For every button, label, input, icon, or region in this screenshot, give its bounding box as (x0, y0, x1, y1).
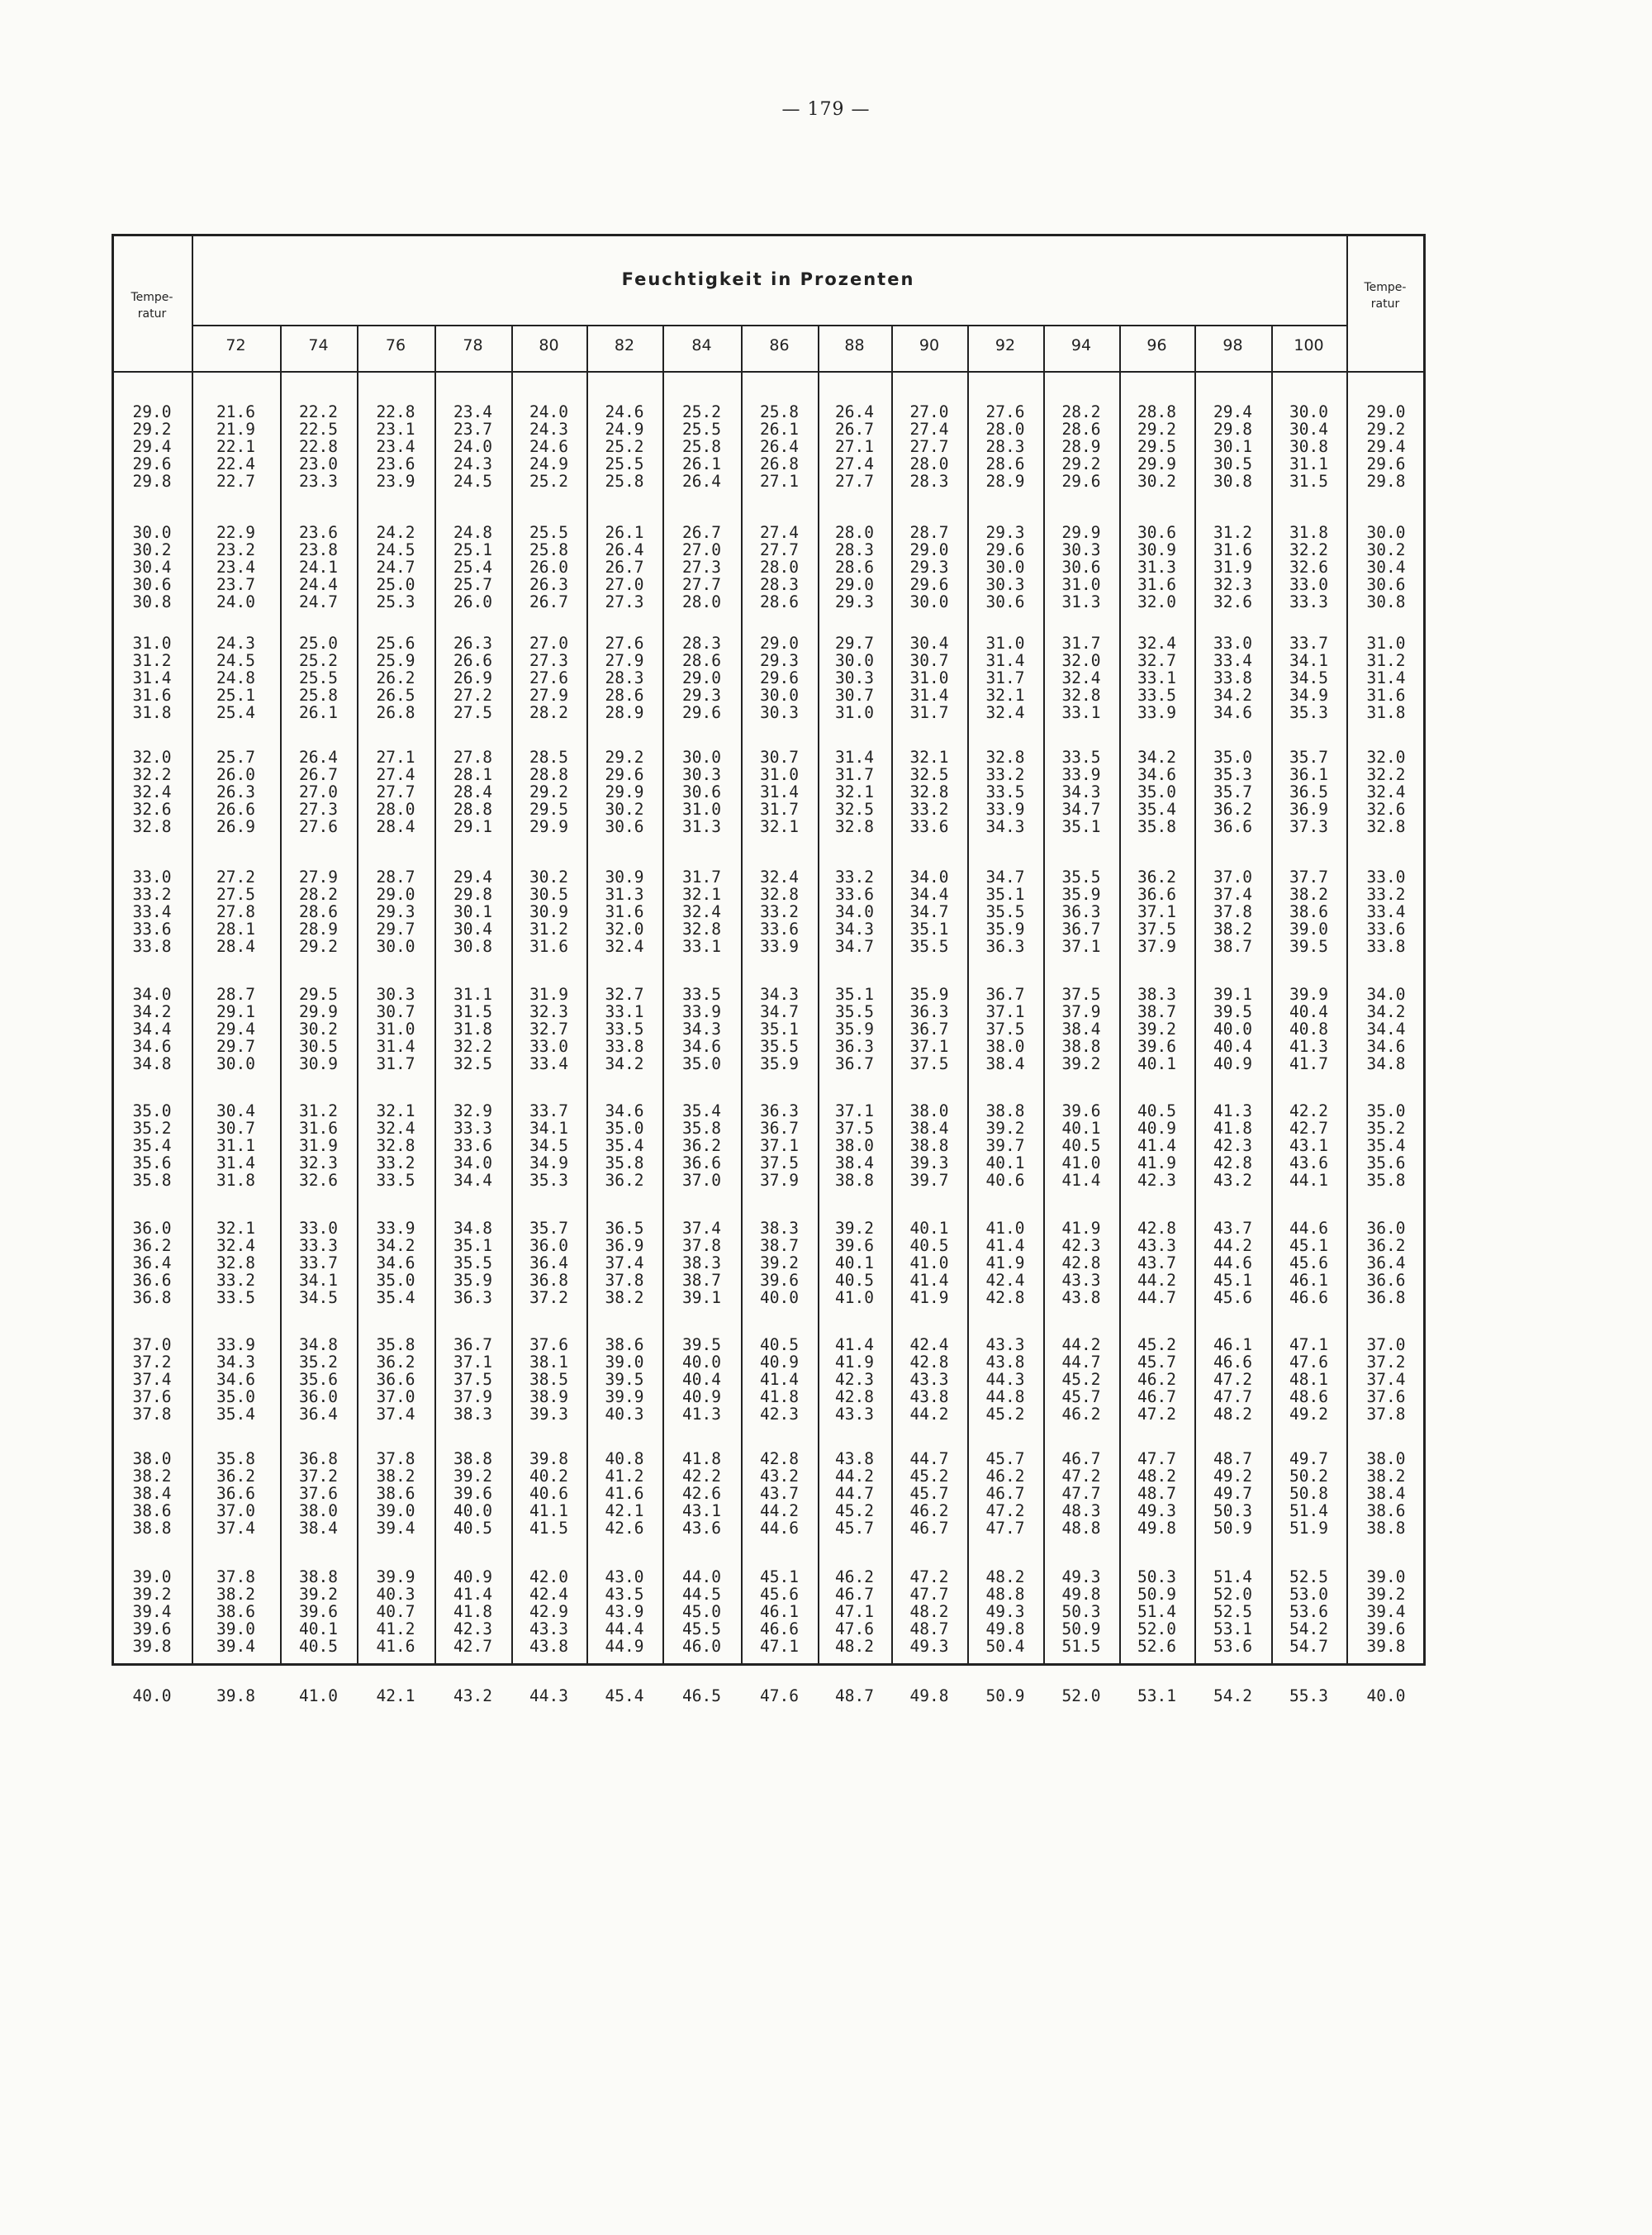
value-cell: 29.5 29.9 30.2 30.5 30.9 (299, 985, 338, 1073)
value-cell: 52.0 (1061, 1686, 1101, 1705)
title: Feuchtigkeit in Prozenten (621, 269, 915, 289)
value-cell: 23.6 23.8 24.1 24.4 24.7 (299, 523, 338, 611)
value-cell: 22.8 23.1 23.4 23.6 23.9 (376, 402, 415, 491)
value-cell: 31.1 31.5 31.8 32.2 32.5 (453, 985, 492, 1073)
value-cell: 22.2 22.5 22.8 23.0 23.3 (299, 402, 338, 491)
value-cell: 21.6 21.9 22.1 22.4 22.7 (216, 402, 255, 491)
value-cell: 27.6 28.0 28.3 28.6 28.9 (985, 402, 1025, 491)
column-header: 86 (769, 336, 790, 354)
value-cell: 44.3 (529, 1686, 568, 1705)
value-cell: 31.8 32.2 32.6 33.0 33.3 (1289, 523, 1328, 611)
column-header: 74 (308, 336, 329, 354)
value-cell: 32.4 32.8 33.2 33.6 33.9 (760, 868, 799, 956)
value-cell: 35.5 35.9 36.3 36.7 37.1 (1061, 868, 1101, 956)
value-cell: 34.7 35.1 35.5 35.9 36.3 (985, 868, 1025, 956)
header-bottom-line (112, 371, 1426, 373)
value-cell: 38.6 39.0 39.5 39.9 40.3 (605, 1335, 644, 1424)
column-header: 72 (225, 336, 246, 354)
value-cell: 27.6 27.9 28.3 28.6 28.9 (605, 634, 644, 722)
value-cell: 37.7 38.2 38.6 39.0 39.5 (1289, 868, 1328, 956)
value-cell: 35.0 35.3 35.7 36.2 36.6 (1213, 748, 1252, 836)
value-cell: 43.3 43.8 44.3 44.8 45.2 (985, 1335, 1025, 1424)
value-cell: 35.8 36.2 36.6 37.0 37.4 (376, 1335, 415, 1424)
column-header: 94 (1070, 336, 1092, 354)
right-temp-header (1348, 279, 1422, 312)
value-cell: 33.5 33.9 34.3 34.7 35.1 (1061, 748, 1101, 836)
value-cell: 38.0 38.4 38.8 39.3 39.7 (909, 1101, 949, 1190)
temperature-cell-right: 30.0 30.2 30.4 30.6 30.8 (1366, 523, 1406, 611)
value-cell: 46.5 (682, 1686, 721, 1705)
value-cell: 38.3 38.7 39.2 39.6 40.1 (1137, 985, 1176, 1073)
value-cell: 31.7 32.0 32.4 32.8 33.1 (1061, 634, 1101, 722)
left-temp-header-line1: Tempe- (131, 291, 173, 304)
value-cell: 46.2 46.7 47.1 47.6 48.2 (835, 1567, 874, 1656)
value-cell: 44.2 44.7 45.2 45.7 46.2 (1061, 1335, 1101, 1424)
value-cell: 38.8 39.2 39.6 40.1 40.5 (299, 1567, 338, 1656)
value-cell: 25.5 25.8 26.0 26.3 26.7 (529, 523, 568, 611)
value-cell: 54.2 (1213, 1686, 1252, 1705)
value-cell: 36.2 36.6 37.1 37.5 37.9 (1137, 868, 1176, 956)
value-cell: 38.8 39.2 39.6 40.0 40.5 (453, 1449, 492, 1538)
value-cell: 40.1 40.5 41.0 41.4 41.9 (909, 1219, 949, 1307)
value-cell: 32.1 32.5 32.8 33.2 33.6 (909, 748, 949, 836)
value-cell: 39.9 40.3 40.7 41.2 41.6 (376, 1567, 415, 1656)
value-cell: 36.5 36.9 37.4 37.8 38.2 (605, 1219, 644, 1307)
temperature-cell-right: 37.0 37.2 37.4 37.6 37.8 (1366, 1335, 1406, 1424)
value-cell: 25.6 25.9 26.2 26.5 26.8 (376, 634, 415, 722)
value-cell: 31.2 31.6 31.9 32.3 32.6 (299, 1101, 338, 1190)
page-number: — 179 — (781, 99, 871, 120)
right-temp-header-line1: Tempe- (1364, 281, 1407, 294)
temperature-cell-left: 37.0 37.2 37.4 37.6 37.8 (132, 1335, 172, 1424)
temperature-cell-left: 34.0 34.2 34.4 34.6 34.8 (132, 985, 172, 1073)
value-cell: 32.9 33.3 33.6 34.0 34.4 (453, 1101, 492, 1190)
column-header: 98 (1222, 336, 1243, 354)
temperature-cell-left: 38.0 38.2 38.4 38.6 38.8 (132, 1449, 172, 1538)
value-cell: 42.1 (376, 1686, 415, 1705)
value-cell: 26.4 26.7 27.0 27.3 27.6 (299, 748, 338, 836)
value-cell: 30.0 30.3 30.6 31.0 31.3 (682, 748, 721, 836)
value-cell: 28.7 29.0 29.3 29.6 30.0 (909, 523, 949, 611)
column-header: 78 (463, 336, 483, 354)
temperature-cell-right: 36.0 36.2 36.4 36.6 36.8 (1366, 1219, 1406, 1307)
value-cell: 44.6 45.1 45.6 46.1 46.6 (1289, 1219, 1328, 1307)
value-cell: 43.8 44.2 44.7 45.2 45.7 (835, 1449, 874, 1538)
value-cell: 31.9 32.3 32.7 33.0 33.4 (529, 985, 568, 1073)
value-cell: 41.9 42.3 42.8 43.3 43.8 (1061, 1219, 1101, 1307)
value-cell: 42.4 42.8 43.3 43.8 44.2 (909, 1335, 949, 1424)
value-cell: 30.0 30.4 30.8 31.1 31.5 (1289, 402, 1328, 491)
value-cell: 40.5 40.9 41.4 41.9 42.3 (1137, 1101, 1176, 1190)
temperature-cell-left: 30.0 30.2 30.4 30.6 30.8 (132, 523, 172, 611)
value-cell: 40.8 41.2 41.6 42.1 42.6 (605, 1449, 644, 1538)
temperature-cell-right: 38.0 38.2 38.4 38.6 38.8 (1366, 1449, 1406, 1538)
value-cell: 42.0 42.4 42.9 43.3 43.8 (529, 1567, 568, 1656)
left-column-divider (192, 234, 193, 1666)
value-cell: 29.2 29.6 29.9 30.2 30.6 (605, 748, 644, 836)
value-cell: 32.7 33.1 33.5 33.8 34.2 (605, 985, 644, 1073)
temperature-cell-left: 29.0 29.2 29.4 29.6 29.8 (132, 402, 172, 491)
value-cell: 48.7 49.2 49.7 50.3 50.9 (1213, 1449, 1252, 1538)
value-cell: 28.7 29.0 29.3 29.7 30.0 (376, 868, 415, 956)
value-cell: 31.7 32.1 32.4 32.8 33.1 (682, 868, 721, 956)
value-cell: 24.6 24.9 25.2 25.5 25.8 (605, 402, 644, 491)
value-cell: 45.2 45.7 46.2 46.7 47.2 (1137, 1335, 1176, 1424)
value-cell: 38.8 39.2 39.7 40.1 40.6 (985, 1101, 1025, 1190)
value-cell: 30.7 31.0 31.4 31.7 32.1 (760, 748, 799, 836)
value-cell: 38.3 38.7 39.2 39.6 40.0 (760, 1219, 799, 1307)
value-cell: 28.2 28.6 28.9 29.2 29.6 (1061, 402, 1101, 491)
value-cell: 34.2 34.6 35.0 35.4 35.8 (1137, 748, 1176, 836)
temperature-cell-left: 40.0 (132, 1686, 172, 1705)
value-cell: 34.3 34.7 35.1 35.5 35.9 (760, 985, 799, 1073)
value-cell: 27.1 27.4 27.7 28.0 28.4 (376, 748, 415, 836)
left-temp-header (116, 289, 188, 322)
value-cell: 35.4 35.8 36.2 36.6 37.0 (682, 1101, 721, 1190)
value-cell: 39.8 (216, 1686, 255, 1705)
value-cell: 32.1 32.4 32.8 33.2 33.5 (216, 1219, 255, 1307)
temperature-cell-right: 29.0 29.2 29.4 29.6 29.8 (1366, 402, 1406, 491)
value-cell: 42.8 43.2 43.7 44.2 44.6 (760, 1449, 799, 1538)
value-cell: 33.7 34.1 34.5 34.9 35.3 (1289, 634, 1328, 722)
column-header: 88 (844, 336, 865, 354)
value-cell: 35.8 36.2 36.6 37.0 37.4 (216, 1449, 255, 1538)
right-temp-header-line2: ratur (1370, 297, 1400, 311)
temperature-cell-left: 33.0 33.2 33.4 33.6 33.8 (132, 868, 172, 956)
value-cell: 39.1 39.5 40.0 40.4 40.9 (1213, 985, 1252, 1073)
value-cell: 34.0 34.4 34.7 35.1 35.5 (909, 868, 949, 956)
value-cell: 32.8 33.2 33.5 33.9 34.3 (985, 748, 1025, 836)
value-cell: 32.1 32.4 32.8 33.2 33.5 (376, 1101, 415, 1190)
value-cell: 33.9 34.3 34.6 35.0 35.4 (216, 1335, 255, 1424)
value-cell: 27.4 27.7 28.0 28.3 28.6 (760, 523, 799, 611)
value-cell: 26.3 26.6 26.9 27.2 27.5 (453, 634, 492, 722)
value-cell: 34.8 35.1 35.5 35.9 36.3 (453, 1219, 492, 1307)
value-cell: 26.1 26.4 26.7 27.0 27.3 (605, 523, 644, 611)
value-cell: 47.2 47.7 48.2 48.7 49.3 (909, 1567, 949, 1656)
value-cell: 39.6 40.1 40.5 41.0 41.4 (1061, 1101, 1101, 1190)
value-cell: 39.5 40.0 40.4 40.9 41.3 (682, 1335, 721, 1424)
value-cell: 41.3 41.8 42.3 42.8 43.2 (1213, 1101, 1252, 1190)
temperature-cell-right: 39.0 39.2 39.4 39.6 39.8 (1366, 1567, 1406, 1656)
value-cell: 29.0 29.3 29.6 30.0 30.3 (760, 634, 799, 722)
value-cell: 43.0 43.5 43.9 44.4 44.9 (605, 1567, 644, 1656)
temperature-cell-left: 35.0 35.2 35.4 35.6 35.8 (132, 1101, 172, 1190)
value-cell: 33.0 33.4 33.8 34.2 34.6 (1213, 634, 1252, 722)
temperature-cell-right: 32.0 32.2 32.4 32.6 32.8 (1366, 748, 1406, 836)
value-cell: 40.9 41.4 41.8 42.3 42.7 (453, 1567, 492, 1656)
value-cell: 33.0 33.3 33.7 34.1 34.5 (299, 1219, 338, 1307)
value-cell: 26.7 27.0 27.3 27.7 28.0 (682, 523, 721, 611)
value-cell: 28.8 29.2 29.5 29.9 30.2 (1137, 402, 1176, 491)
value-cell: 39.9 40.4 40.8 41.3 41.7 (1289, 985, 1328, 1073)
value-cell: 45.1 45.6 46.1 46.6 47.1 (760, 1567, 799, 1656)
value-cell: 25.8 26.1 26.4 26.8 27.1 (760, 402, 799, 491)
value-cell: 44.7 45.2 45.7 46.2 46.7 (909, 1449, 949, 1538)
value-cell: 28.7 29.1 29.4 29.7 30.0 (216, 985, 255, 1073)
value-cell: 37.1 37.5 38.0 38.4 38.8 (835, 1101, 874, 1190)
value-cell: 43.7 44.2 44.6 45.1 45.6 (1213, 1219, 1252, 1307)
value-cell: 42.2 42.7 43.1 43.6 44.1 (1289, 1101, 1328, 1190)
value-cell: 33.2 33.6 34.0 34.3 34.7 (835, 868, 874, 956)
temperature-cell-left: 36.0 36.2 36.4 36.6 36.8 (132, 1219, 172, 1307)
value-cell: 32.4 32.7 33.1 33.5 33.9 (1137, 634, 1176, 722)
value-cell: 50.9 (985, 1686, 1025, 1705)
column-header: 96 (1146, 336, 1167, 354)
value-cell: 30.6 30.9 31.3 31.6 32.0 (1137, 523, 1176, 611)
value-cell: 27.8 28.1 28.4 28.8 29.1 (453, 748, 492, 836)
value-cell: 33.5 33.9 34.3 34.6 35.0 (682, 985, 721, 1073)
value-cell: 36.3 36.7 37.1 37.5 37.9 (760, 1101, 799, 1190)
column-header: 100 (1294, 336, 1324, 354)
value-cell: 36.7 37.1 37.5 37.9 38.3 (453, 1335, 492, 1424)
subheader-top-line (192, 325, 1346, 326)
temperature-cell-right: 33.0 33.2 33.4 33.6 33.8 (1366, 868, 1406, 956)
value-cell: 31.2 31.6 31.9 32.3 32.6 (1213, 523, 1252, 611)
value-cell: 40.5 40.9 41.4 41.8 42.3 (760, 1335, 799, 1424)
value-cell: 27.0 27.3 27.6 27.9 28.2 (529, 634, 568, 722)
value-cell: 28.3 28.6 29.0 29.3 29.6 (682, 634, 721, 722)
value-cell: 37.0 37.4 37.8 38.2 38.7 (1213, 868, 1252, 956)
value-cell: 39.2 39.6 40.1 40.5 41.0 (835, 1219, 874, 1307)
value-cell: 49.7 50.2 50.8 51.4 51.9 (1289, 1449, 1328, 1538)
temperature-cell-left: 31.0 31.2 31.4 31.6 31.8 (132, 634, 172, 722)
value-cell: 37.5 37.9 38.4 38.8 39.2 (1061, 985, 1101, 1073)
value-cell: 48.2 48.8 49.3 49.8 50.4 (985, 1567, 1025, 1656)
value-cell: 47.6 (760, 1686, 799, 1705)
value-cell: 43.2 (453, 1686, 492, 1705)
value-cell: 24.8 25.1 25.4 25.7 26.0 (453, 523, 492, 611)
value-cell: 28.0 28.3 28.6 29.0 29.3 (835, 523, 874, 611)
value-cell: 27.2 27.5 27.8 28.1 28.4 (216, 868, 255, 956)
value-cell: 26.4 26.7 27.1 27.4 27.7 (835, 402, 874, 491)
column-header: 76 (385, 336, 406, 354)
value-cell: 53.1 (1137, 1686, 1176, 1705)
value-cell: 41.8 42.2 42.6 43.1 43.6 (682, 1449, 721, 1538)
value-cell: 49.8 (909, 1686, 949, 1705)
value-cell: 36.8 37.2 37.6 38.0 38.4 (299, 1449, 338, 1538)
temperature-cell-right: 40.0 (1366, 1686, 1406, 1705)
value-cell: 30.4 30.7 31.0 31.4 31.7 (909, 634, 949, 722)
column-header: 92 (995, 336, 1016, 354)
value-cell: 47.1 47.6 48.1 48.6 49.2 (1289, 1335, 1328, 1424)
value-cell: 46.7 47.2 47.7 48.3 48.8 (1061, 1449, 1101, 1538)
column-header: 82 (614, 336, 635, 354)
value-cell: 31.4 31.7 32.1 32.5 32.8 (835, 748, 874, 836)
value-cell: 30.9 31.3 31.6 32.0 32.4 (605, 868, 644, 956)
value-cell: 36.7 37.1 37.5 38.0 38.4 (985, 985, 1025, 1073)
value-cell: 29.4 29.8 30.1 30.5 30.8 (1213, 402, 1252, 491)
value-cell: 47.7 48.2 48.7 49.3 49.8 (1137, 1449, 1176, 1538)
value-cell: 28.5 28.8 29.2 29.5 29.9 (529, 748, 568, 836)
value-cell: 37.8 38.2 38.6 39.0 39.4 (216, 1567, 255, 1656)
value-cell: 24.0 24.3 24.6 24.9 25.2 (529, 402, 568, 491)
value-cell: 25.7 26.0 26.3 26.6 26.9 (216, 748, 255, 836)
value-cell: 24.2 24.5 24.7 25.0 25.3 (376, 523, 415, 611)
temperature-cell-right: 35.0 35.2 35.4 35.6 35.8 (1366, 1101, 1406, 1190)
left-temp-header-line2: ratur (137, 307, 167, 321)
value-cell: 48.7 (835, 1686, 874, 1705)
value-cell: 23.4 23.7 24.0 24.3 24.5 (453, 402, 492, 491)
value-cell: 25.0 25.2 25.5 25.8 26.1 (299, 634, 338, 722)
value-cell: 29.4 29.8 30.1 30.4 30.8 (453, 868, 492, 956)
value-cell: 25.2 25.5 25.8 26.1 26.4 (682, 402, 721, 491)
temperature-cell-right: 31.0 31.2 31.4 31.6 31.8 (1366, 634, 1406, 722)
value-cell: 30.2 30.5 30.9 31.2 31.6 (529, 868, 568, 956)
column-header: 80 (539, 336, 559, 354)
value-cell: 29.3 29.6 30.0 30.3 30.6 (985, 523, 1025, 611)
value-cell: 33.9 34.2 34.6 35.0 35.4 (376, 1219, 415, 1307)
value-cell: 50.3 50.9 51.4 52.0 52.6 (1137, 1567, 1176, 1656)
value-cell: 51.4 52.0 52.5 53.1 53.6 (1213, 1567, 1252, 1656)
value-cell: 30.3 30.7 31.0 31.4 31.7 (376, 985, 415, 1073)
value-cell: 41.4 41.9 42.3 42.8 43.3 (835, 1335, 874, 1424)
temperature-cell-left: 32.0 32.2 32.4 32.6 32.8 (132, 748, 172, 836)
value-cell: 52.5 53.0 53.6 54.2 54.7 (1289, 1567, 1328, 1656)
value-cell: 27.0 27.4 27.7 28.0 28.3 (909, 402, 949, 491)
value-cell: 45.7 46.2 46.7 47.2 47.7 (985, 1449, 1025, 1538)
value-cell: 29.7 30.0 30.3 30.7 31.0 (835, 634, 874, 722)
value-cell: 33.7 34.1 34.5 34.9 35.3 (529, 1101, 568, 1190)
value-cell: 41.0 41.4 41.9 42.4 42.8 (985, 1219, 1025, 1307)
value-cell: 39.8 40.2 40.6 41.1 41.5 (529, 1449, 568, 1538)
value-cell: 27.9 28.2 28.6 28.9 29.2 (299, 868, 338, 956)
value-cell: 24.3 24.5 24.8 25.1 25.4 (216, 634, 255, 722)
value-cell: 22.9 23.2 23.4 23.7 24.0 (216, 523, 255, 611)
value-cell: 35.9 36.3 36.7 37.1 37.5 (909, 985, 949, 1073)
value-cell: 41.0 (299, 1686, 338, 1705)
value-cell: 37.6 38.1 38.5 38.9 39.3 (529, 1335, 568, 1424)
value-cell: 35.1 35.5 35.9 36.3 36.7 (835, 985, 874, 1073)
value-cell: 44.0 44.5 45.0 45.5 46.0 (682, 1567, 721, 1656)
value-cell: 34.6 35.0 35.4 35.8 36.2 (605, 1101, 644, 1190)
column-header: 90 (919, 336, 940, 354)
column-header: 84 (691, 336, 712, 354)
value-cell: 46.1 46.6 47.2 47.7 48.2 (1213, 1335, 1252, 1424)
value-cell: 31.0 31.4 31.7 32.1 32.4 (985, 634, 1025, 722)
temperature-cell-right: 34.0 34.2 34.4 34.6 34.8 (1366, 985, 1406, 1073)
value-cell: 55.3 (1289, 1686, 1328, 1705)
value-cell: 45.4 (605, 1686, 644, 1705)
value-cell: 30.4 30.7 31.1 31.4 31.8 (216, 1101, 255, 1190)
value-cell: 29.9 30.3 30.6 31.0 31.3 (1061, 523, 1101, 611)
value-cell: 34.8 35.2 35.6 36.0 36.4 (299, 1335, 338, 1424)
value-cell: 37.8 38.2 38.6 39.0 39.4 (376, 1449, 415, 1538)
value-cell: 37.4 37.8 38.3 38.7 39.1 (682, 1219, 721, 1307)
value-cell: 42.8 43.3 43.7 44.2 44.7 (1137, 1219, 1176, 1307)
value-cell: 49.3 49.8 50.3 50.9 51.5 (1061, 1567, 1101, 1656)
temperature-cell-left: 39.0 39.2 39.4 39.6 39.8 (132, 1567, 172, 1656)
value-cell: 35.7 36.0 36.4 36.8 37.2 (529, 1219, 568, 1307)
value-cell: 35.7 36.1 36.5 36.9 37.3 (1289, 748, 1328, 836)
